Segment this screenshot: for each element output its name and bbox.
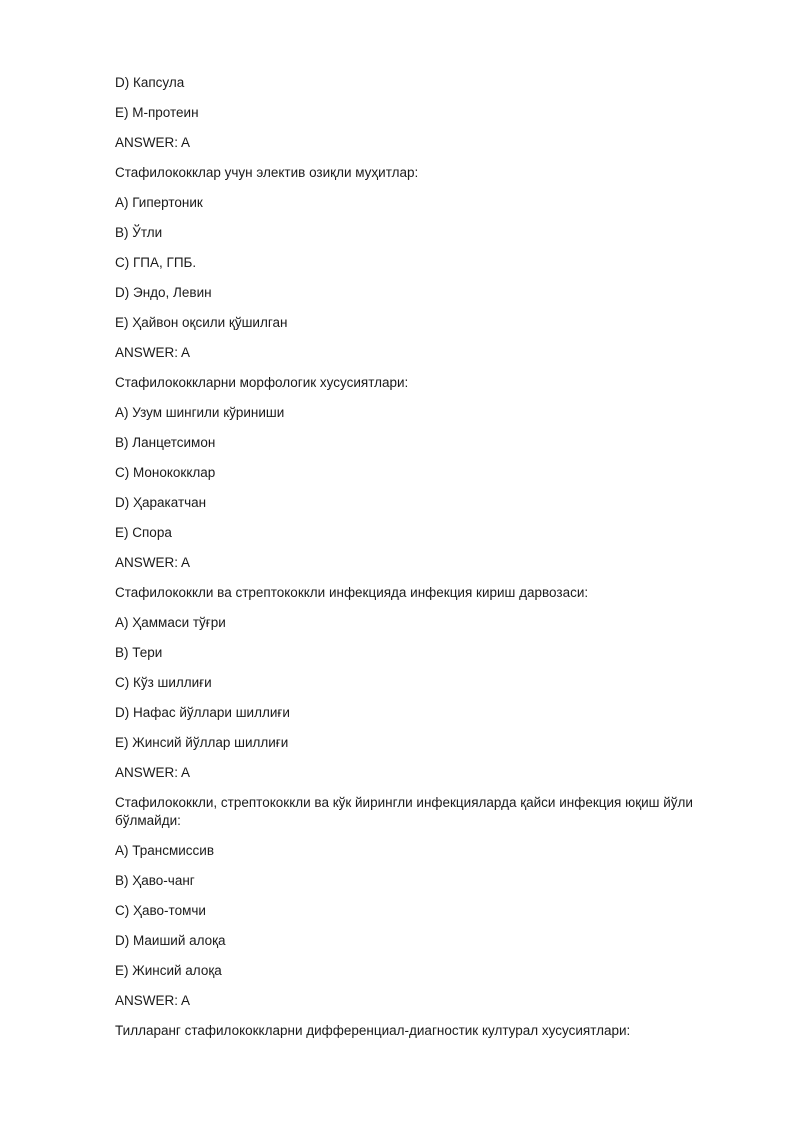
option-a: A) Гипертоник — [115, 195, 203, 210]
answer: ANSWER: A — [115, 555, 191, 570]
option-c: C) Монококклар — [115, 465, 216, 480]
question: Стафилококкларни морфологик хусусиятлари: — [115, 375, 409, 390]
option-c: C) Кўз шиллиғи — [115, 675, 212, 690]
option-a: A) Трансмиссив — [115, 843, 214, 858]
question: Стафилококкли, стрептококкли ва кўк йирингли инфекцияларда қайси инфекция юқиш йўли бўлмайди: — [115, 795, 693, 828]
option-d: D) Капсула — [115, 75, 185, 90]
option-d: D) Ҳаракатчан — [115, 495, 207, 510]
question: Тилларанг стафилококкларни дифференциал-диагностик културал хусусиятлари: — [115, 1023, 631, 1038]
option-e: E) Спора — [115, 525, 172, 540]
option-d: D) Нафас йўллари шиллиғи — [115, 705, 290, 720]
option-e: E) М-протеин — [115, 105, 199, 120]
question: Стафилококклар учун электив озиқли муҳитлар: — [115, 165, 419, 180]
answer: ANSWER: A — [115, 135, 191, 150]
answer: ANSWER: A — [115, 993, 191, 1008]
option-b: B) Ланцетсимон — [115, 435, 216, 450]
option-d: D) Эндо, Левин — [115, 285, 212, 300]
option-b: B) Тери — [115, 645, 163, 660]
answer: ANSWER: A — [115, 765, 191, 780]
answer: ANSWER: A — [115, 345, 191, 360]
option-b: B) Ўтли — [115, 225, 163, 240]
option-e: E) Ҳайвон оқсили қўшилган — [115, 315, 288, 330]
option-a: A) Ҳаммаси тўғри — [115, 615, 226, 630]
option-d: D) Маиший алоқа — [115, 933, 226, 948]
option-e: E) Жинсий алоқа — [115, 963, 222, 978]
option-c: C) Ҳаво-томчи — [115, 903, 206, 918]
option-b: B) Ҳаво-чанг — [115, 873, 195, 888]
option-c: C) ГПА, ГПБ. — [115, 255, 197, 270]
option-e: E) Жинсий йўллар шиллиғи — [115, 735, 289, 750]
option-a: A) Узум шингили кўриниши — [115, 405, 285, 420]
question: Стафилококкли ва стрептококкли инфекцияда инфекция кириш дарвозаси: — [115, 585, 589, 600]
document-body — [115, 74, 715, 1052]
